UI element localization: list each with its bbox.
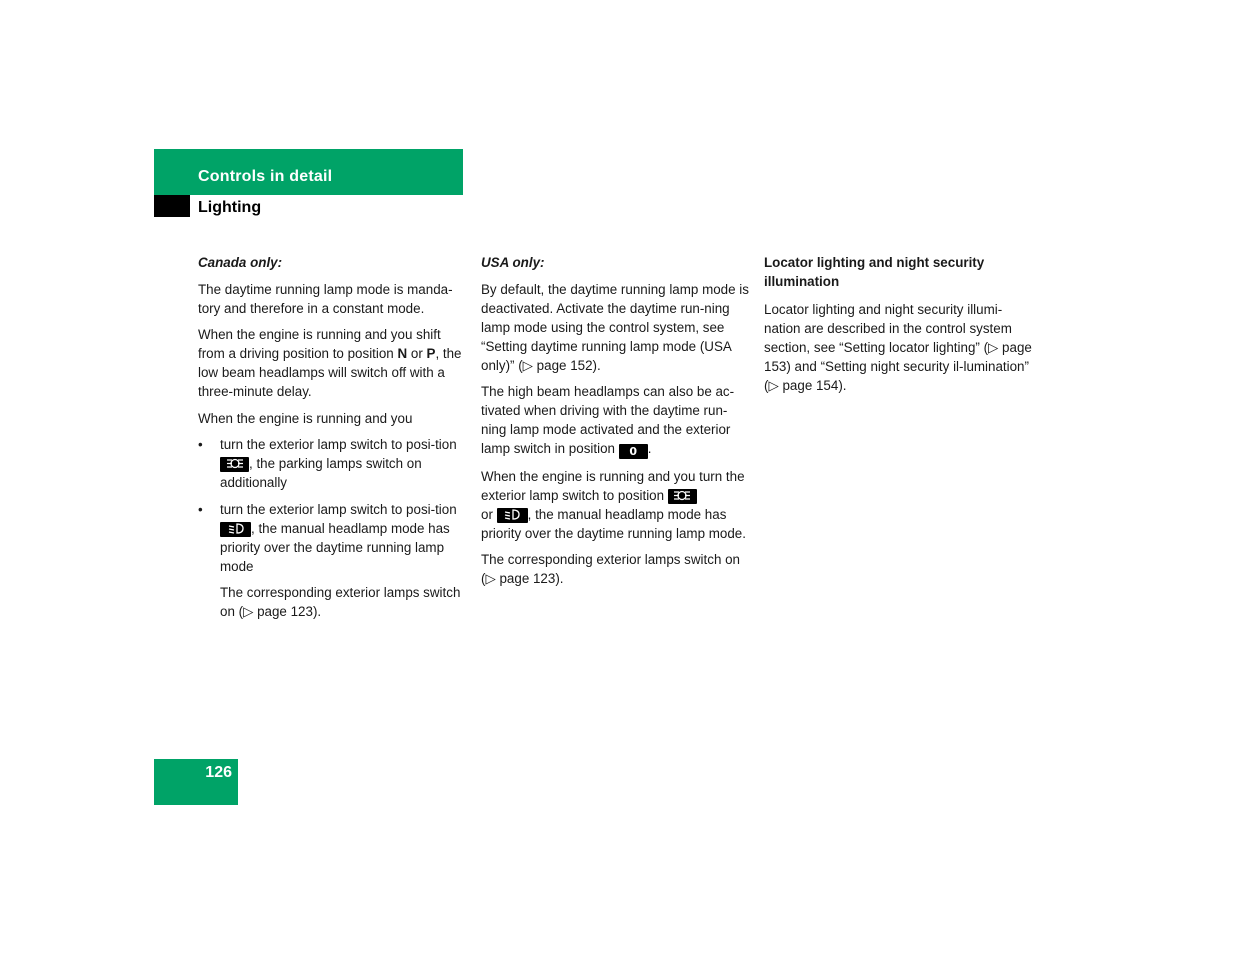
- usa-heading: USA only:: [481, 255, 545, 270]
- subsection-marker: [154, 195, 190, 217]
- list-item: • turn the exterior lamp switch to posi-tion , the parking lamps switch on additionally: [198, 437, 457, 490]
- canada-heading: Canada only:: [198, 255, 283, 270]
- page-number: 126: [205, 764, 232, 781]
- zero-position-icon: 0: [619, 444, 648, 459]
- section-title: Controls in detail: [198, 168, 333, 185]
- low-beam-icon: [497, 508, 528, 523]
- usa-paragraph-2: The high beam headlamps can also be ac-tivated when driving with the daytime run-ning lamp mode activated and the exterior lamp switch in position 0 .: [481, 384, 735, 458]
- locator-paragraph-1: Locator lighting and night security illumi-nation are described in the control system section, see “Setting locator lighting” (▷ page 153) and “Setting night security il-lumination” (▷ page 154).: [764, 302, 1032, 393]
- canada-note: The corresponding exterior lamps switch on (▷ page 123).: [220, 585, 461, 619]
- column-locator: [764, 253, 1032, 403]
- usa-paragraph-1: By default, the daytime running lamp mode is deactivated. Activate the daytime run-ning lamp mode using the control system, see “Setting daytime running lamp mode (USA only)” (▷ page 152).: [481, 281, 749, 373]
- bullet-icon: •: [198, 501, 203, 517]
- canada-paragraph-2: When the engine is running and you shift from a driving position to position N or P, the low beam headlamps will switch off with a three-minute delay.: [198, 327, 462, 399]
- usa-paragraph-4: The corresponding exterior lamps switch on (▷ page 123).: [481, 552, 741, 586]
- usa-paragraph-3: When the engine is running and you turn the exterior lamp switch to position or , the manual headlamp mode has priority over the daytime running lamp mode.: [481, 468, 746, 541]
- canada-paragraph-1: The daytime running lamp mode is manda-tory and therefore in a constant mode.: [198, 281, 453, 316]
- bullet-icon: •: [198, 437, 203, 452]
- position-n: N: [397, 346, 408, 361]
- parking-lamps-icon: [668, 489, 697, 504]
- subsection-title: Lighting: [198, 199, 262, 216]
- list-item: • turn the exterior lamp switch to posi-tion , the manual headlamp mode has priority over the daytime running lamp mode: [198, 501, 457, 574]
- low-beam-icon: [220, 522, 251, 537]
- position-p: P: [426, 346, 436, 361]
- column-usa: [481, 253, 749, 596]
- locator-heading: Locator lighting and night security illumination: [764, 255, 985, 289]
- canada-paragraph-3: When the engine is running and you: [198, 410, 413, 426]
- column-canada: [198, 253, 466, 629]
- parking-lamps-icon: [220, 457, 249, 472]
